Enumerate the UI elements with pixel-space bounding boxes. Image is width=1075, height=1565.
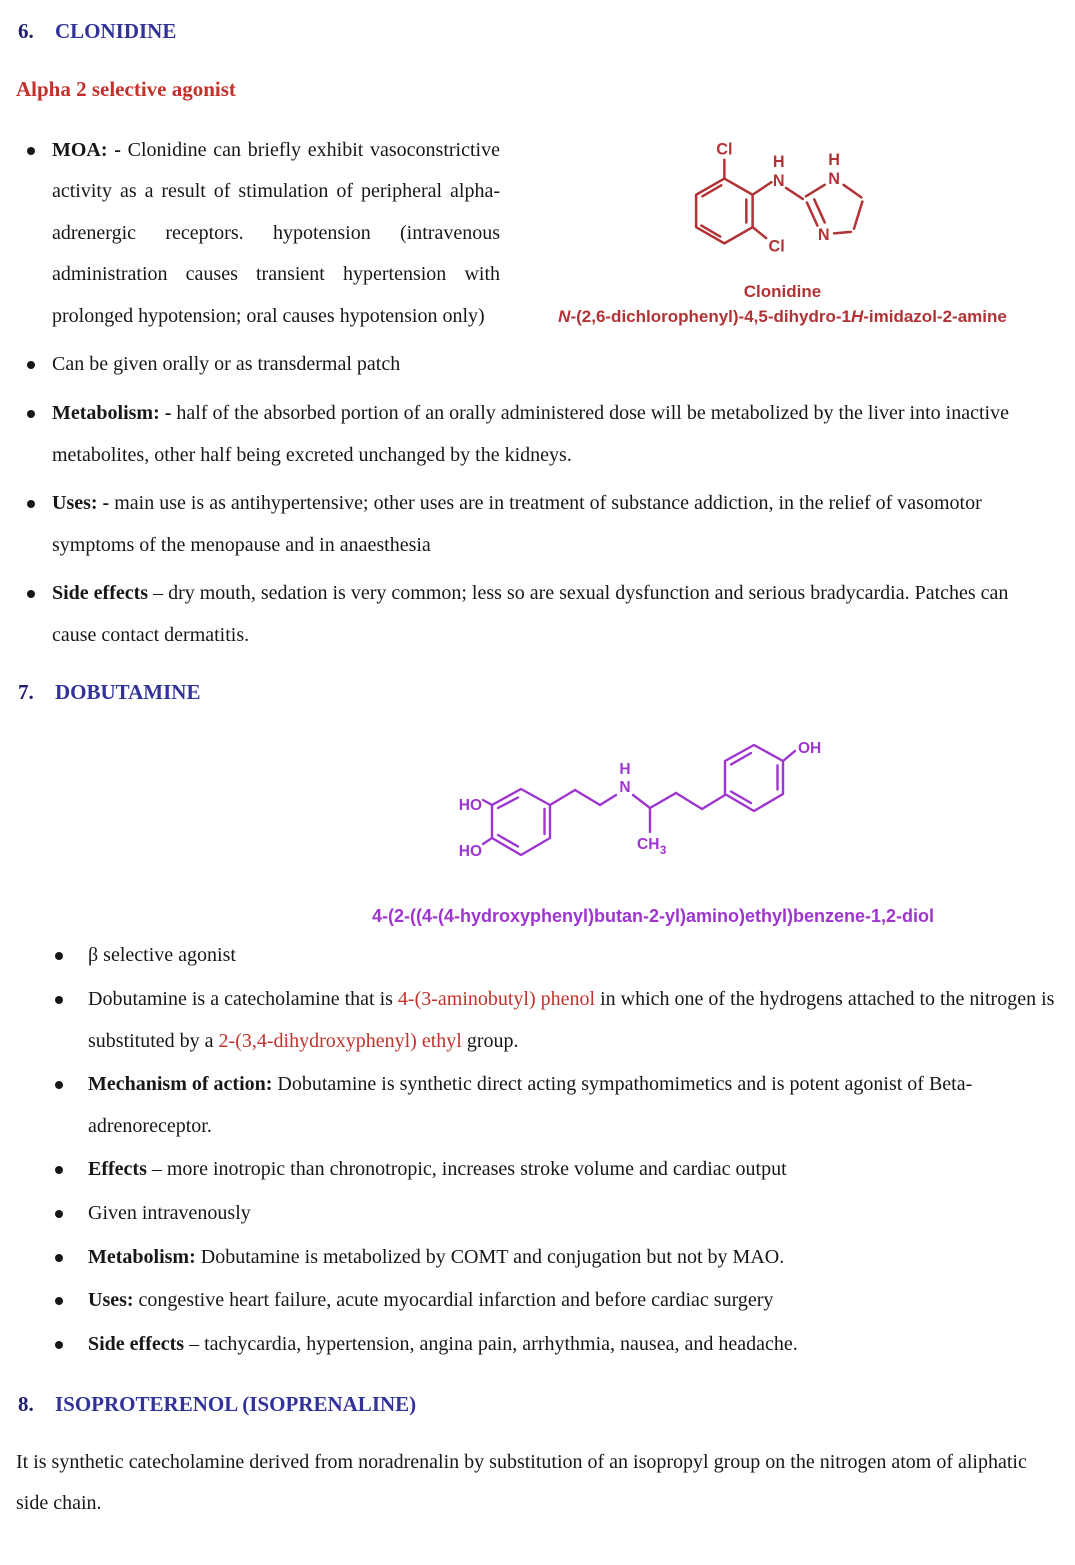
bullet-dot (27, 410, 35, 418)
bullet-dobutamine-metabolism: Metabolism: Dobutamine is metabolized by COMT and conjugation but not by MAO. (16, 1237, 1055, 1279)
clonidine-subtitle: Alpha 2 selective agonist (16, 77, 236, 102)
isoproterenol-paragraph: It is synthetic catecholamine derived from noradrenalin by substitution of an isopropyl group on the nitrogen atom of aliphatic side chain. (16, 1450, 1027, 1515)
bullet-dot (27, 361, 35, 369)
bullet-dobutamine-effects: Effects – more inotropic than chronotropic, increases stroke volume and cardiac output (16, 1149, 1055, 1191)
bullet-dot (27, 590, 35, 598)
bullet-dot (27, 500, 35, 508)
bullet-dobutamine-catecholamine: Dobutamine is a catecholamine that is 4-(3-aminobutyl) phenol in which one of the hydrogens attached to the nitrogen is substituted by a 2-(3,4-dihydroxyphenyl) ethyl group. (16, 979, 1055, 1062)
bullet-dot (55, 1210, 63, 1218)
bullet-dot (55, 1297, 63, 1305)
section-heading-isoproterenol (18, 1391, 1055, 1417)
atom-label-n-amine: N (619, 778, 631, 796)
bullet-dobutamine-mechanism: Mechanism of action: Dobutamine is synthetic direct acting sympathomimetics and is potent agonist of Beta-adrenoreceptor. (16, 1064, 1055, 1147)
bullet-dobutamine-side-effects: Side effects – tachycardia, hypertension, angina pain, arrhythmia, nausea, and headache. (16, 1324, 1055, 1366)
bullet-dot (55, 1254, 63, 1262)
atom-label-ch: CH (637, 835, 660, 853)
bullet-dot (55, 996, 63, 1004)
bullet-dot (55, 1166, 63, 1174)
atom-label-cl-bottom: Cl (768, 237, 785, 256)
section-heading-clonidine (18, 18, 1055, 44)
section-number: 8. (18, 1392, 34, 1417)
atom-label-oh: OH (798, 739, 822, 757)
bullet-dot (55, 952, 63, 960)
section-title: ISOPROTERENOL (ISOPRENALINE) (55, 1392, 417, 1417)
moa-section (16, 130, 1055, 338)
atom-label-n-ring: N (828, 169, 840, 188)
atom-label-cl-top: Cl (716, 140, 733, 158)
section-number: 7. (18, 679, 34, 704)
clonidine-caption-iupac: N-(2,6-dichlorophenyl)-4,5-dihydro-1H-imidazol-2-amine (558, 306, 1007, 326)
bullet-dot (27, 147, 35, 155)
dobutamine-structure-figure (16, 727, 1055, 928)
atom-label-h-ring: H (828, 150, 840, 169)
bullet-dobutamine-beta: β selective agonist (16, 935, 1055, 977)
bullet-clonidine-uses: Uses: - main use is as antihypertensive; other uses are in treatment of substance addiction, in the relief of vasomotor symptoms of the menopause and in anaesthesia (16, 483, 1055, 566)
section-heading-dobutamine (18, 679, 1055, 705)
section-number: 6. (18, 19, 34, 43)
bullet-clonidine-moa: MOA: - Clonidine can briefly exhibit vasoconstrictive activity as a result of stimulation of peripheral alpha-adrenergic receptors. hypotension (intravenous administration causes transient hypertension with prolonged hypotension; oral causes hypotension only) (16, 130, 1055, 338)
bullet-clonidine-oral: Can be given orally or as transdermal patch (16, 344, 1055, 386)
bullet-dot (55, 1341, 63, 1349)
bullet-dobutamine-uses: Uses: congestive heart failure, acute myocardial infarction and before cardiac surgery (16, 1280, 1055, 1322)
atom-label-ch-subscript: 3 (660, 844, 667, 857)
bullet-clonidine-metabolism: Metabolism: - half of the absorbed portion of an orally administered dose will be metabolized by the liver into inactive metabolites, other half being excreted unchanged by the kidneys. (16, 393, 1055, 476)
clonidine-caption-name: Clonidine (743, 281, 822, 301)
dobutamine-structure-drawing (436, 727, 836, 897)
bullet-clonidine-side-effects: Side effects – dry mouth, sedation is very common; less so are sexual dysfunction and serious bradycardia. Patches can cause contact dermatitis. (16, 573, 1055, 656)
dobutamine-caption-iupac: 4-(2-((4-(4-hydroxyphenyl)butan-2-yl)amino)ethyl)benzene-1,2-diol (371, 905, 935, 926)
atom-label-ho-top: HO (458, 796, 482, 814)
atom-label-ho-bottom: HO (458, 842, 482, 860)
atom-label-h-bridge: H (772, 152, 785, 171)
atom-label-n-bridge: N (772, 171, 785, 190)
bullet-dobutamine-iv: Given intravenously (16, 1193, 1055, 1235)
atom-label-h-amine: H (619, 760, 631, 778)
section-title: CLONIDINE (55, 19, 177, 43)
atom-label-n-imine: N (817, 225, 830, 244)
section-title: DOBUTAMINE (55, 679, 201, 704)
bullet-dot (55, 1081, 63, 1089)
